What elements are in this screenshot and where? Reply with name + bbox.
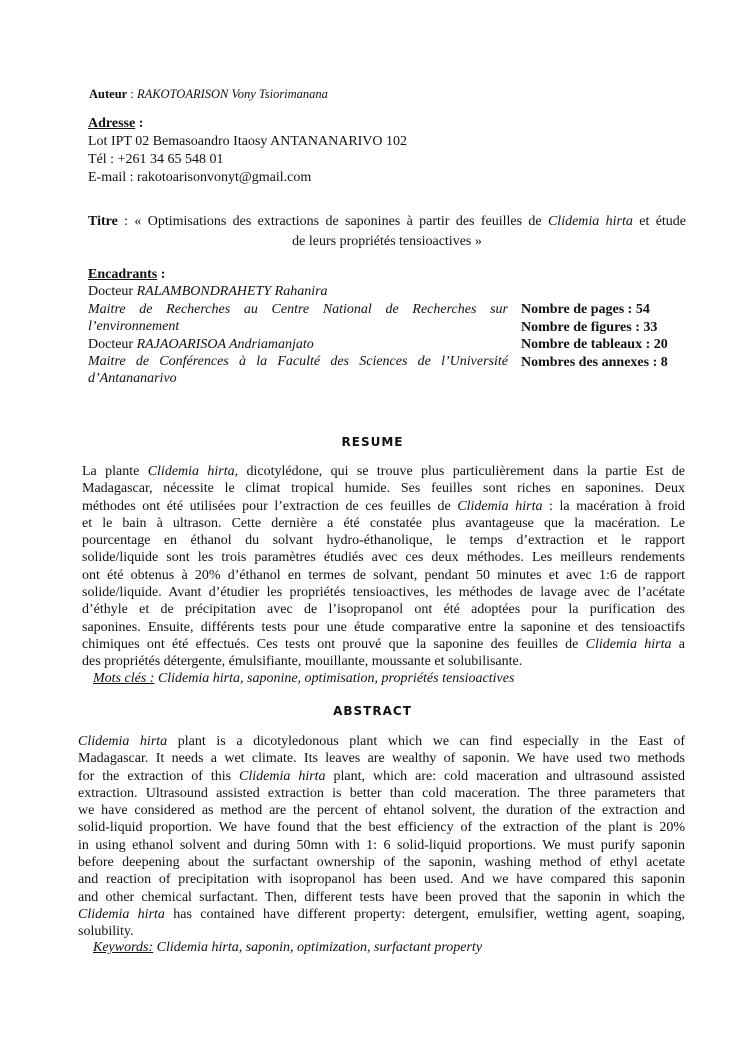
abstract-line bbox=[78, 733, 685, 750]
resume-line: pourcentage en éthanol du solvant hydro-éthanolique, le temps d’extraction et le rapport bbox=[82, 533, 685, 549]
address-email: E-mail : rakotoarisonvonyt@gmail.com bbox=[88, 170, 312, 185]
species-name: Clidemia hirta bbox=[147, 464, 235, 479]
resume-line: Madagascar, nécessite le climat tropical humide. Ses feuilles sont riches en saponines. Deux bbox=[82, 481, 685, 497]
resume-line: solide/liquide sont les trois paramètres étudiés avec ces deux méthodes. Les meilleurs rendements bbox=[82, 550, 685, 566]
species-name: Clidemia hirta bbox=[585, 636, 672, 652]
species-name: Clidemia hirta bbox=[78, 906, 165, 922]
title-part-1: : « Optimisations des extractions de saponines à partir des feuilles de bbox=[117, 214, 548, 229]
abstract-line: solid-liquid proportion. We have found that the best efficiency of the extraction of the plant is 20% bbox=[78, 820, 685, 836]
stat-figures: Nombre de figures : 33 bbox=[521, 319, 658, 335]
abstract-line bbox=[78, 906, 685, 923]
abstract-line: Madagascar. It needs a wet climate. Its leaves are wealthy of saponin. We have used two methods bbox=[78, 751, 685, 767]
resume-line: ont été obtenus à 20% d’éthanol en termes de solvant, pendant 50 minutes et avec 1:6 de rapport bbox=[82, 567, 685, 583]
resume-paragraph bbox=[82, 463, 685, 671]
supervisor-1-name: RALAMBONDRAHETY Rahanira bbox=[136, 284, 328, 300]
stat-tables: Nombre de tableaux : 20 bbox=[521, 337, 668, 353]
supervisors-colon: : bbox=[157, 267, 166, 282]
species-name: Clidemia hirta bbox=[239, 768, 326, 784]
abstract-line: before deepening about the surfactant ownership of the saponin, washing method of ethyl acetate bbox=[78, 855, 685, 871]
abstract-line: in using ethanol solvent and during 50mn with 1: 6 solid-liquid proportions. We must purify saponin bbox=[78, 837, 685, 853]
supervisors-heading bbox=[88, 266, 508, 283]
resume-line: saponines. Ensuite, différents tests pour une étude comparative entre la saponine et des tensioactifs bbox=[82, 619, 685, 635]
supervisors-label: Encadrants bbox=[88, 267, 158, 282]
resume-text: chimiques ont été effectués. Ces tests ont prouvé que la saponine des feuilles de bbox=[82, 636, 586, 652]
supervisor-2-name: RAJAOARISOA Andriamanjato bbox=[136, 336, 314, 352]
species-name: Clidemia hirta bbox=[78, 734, 168, 749]
abstract-text: for the extraction of this bbox=[78, 768, 240, 784]
species-name: Clidemia hirta bbox=[457, 498, 543, 514]
address-street: Lot IPT 02 Bemasoandro Itaosy ANTANANARIVO 102 bbox=[88, 134, 408, 149]
supervisors-block bbox=[88, 266, 508, 388]
resume-line bbox=[82, 636, 685, 653]
title-line-2: de leurs propriétés tensioactives » bbox=[292, 234, 482, 249]
resume-keywords bbox=[93, 671, 514, 687]
stat-annexes: Nombres des annexes : 8 bbox=[521, 354, 668, 370]
resume-text: méthodes ont été utilisées pour l’extraction de ces feuilles de bbox=[82, 498, 458, 514]
resume-line bbox=[82, 463, 685, 480]
address-colon: : bbox=[135, 116, 144, 131]
resume-line: des propriétés détergente, émulsifiante, mouillante, moussante et solubilisante. bbox=[82, 654, 523, 670]
author-line bbox=[89, 87, 328, 102]
address-phone: Tél : +261 34 65 548 01 bbox=[88, 152, 224, 167]
resume-heading: RESUME bbox=[341, 435, 404, 449]
title-species: Clidemia hirta bbox=[547, 214, 633, 229]
resume-text: , dicotylédone, qui se trouve plus particulièrement dans la partie Est de bbox=[234, 464, 686, 479]
supervisor-1 bbox=[88, 283, 508, 300]
document-stats bbox=[521, 301, 668, 371]
supervisor-1-role-line-1: Maitre de Recherches au Centre National de Recherches sur bbox=[88, 301, 508, 317]
supervisor-1-prefix: Docteur bbox=[88, 284, 137, 300]
resume-text: a bbox=[671, 636, 686, 652]
address-heading bbox=[88, 115, 407, 133]
title-part-2: et étude bbox=[632, 214, 687, 229]
abstract-line: and other chemical surfactant. Then, different tests have been proved that the saponin in which the bbox=[78, 889, 685, 905]
keywords-label-en: Keywords: bbox=[93, 940, 154, 955]
author-label: Auteur bbox=[89, 87, 128, 101]
keywords-label-fr: Mots clés : bbox=[93, 671, 155, 686]
keywords-text-fr: Clidemia hirta, saponine, optimisation, propriétés tensioactives bbox=[154, 671, 515, 686]
title-line-1 bbox=[88, 212, 686, 232]
abstract-line: extraction. Ultrasound assisted extraction is better than cold maceration. The three parameters that bbox=[78, 785, 685, 801]
keywords-text-en: Clidemia hirta, saponin, optimization, surfactant property bbox=[153, 940, 483, 955]
abstract-heading: ABSTRACT bbox=[333, 704, 412, 718]
abstract-line: we have considered as method are the percent of ehtanol solvent, the duration of the extraction and bbox=[78, 803, 685, 819]
supervisor-2-role-line-2: d’Antananarivo bbox=[88, 371, 177, 387]
supervisor-1-role-line-2: l’environnement bbox=[88, 319, 180, 335]
resume-text: La plante bbox=[82, 464, 148, 479]
resume-text: : la macération à froid bbox=[542, 498, 686, 514]
title-label: Titre bbox=[88, 214, 118, 229]
stat-pages: Nombre de pages : 54 bbox=[521, 302, 650, 317]
abstract-line: solubility. bbox=[78, 924, 134, 940]
abstract-text: has contained have different property: detergent, emulsifier, wetting agent, soaping, bbox=[164, 906, 685, 922]
resume-line: solide/liquide. Avant d’étudier les propriétés tensioactives, les méthodes de lavage avec de l’acétate bbox=[82, 585, 685, 601]
address-label: Adresse bbox=[88, 116, 136, 131]
abstract-text: plant is a dicotyledonous plant which we can find especially in the East of bbox=[167, 734, 685, 749]
thesis-title bbox=[88, 212, 686, 252]
supervisor-2-prefix: Docteur bbox=[88, 336, 137, 352]
supervisor-2 bbox=[88, 336, 508, 353]
resume-line: d’éthyle et de précipitation avec de l’isopropanol ont été adoptées pour la purification des bbox=[82, 602, 685, 618]
resume-line: et le bain à ultrason. Cette dernière a été constatée plus avantageuse que la macération. Le bbox=[82, 515, 685, 531]
author-separator: : bbox=[127, 87, 137, 101]
abstract-paragraph bbox=[78, 733, 685, 941]
address-block bbox=[88, 115, 407, 187]
author-name: RAKOTOARISON Vony Tsiorimanana bbox=[136, 87, 328, 101]
abstract-line bbox=[78, 768, 685, 785]
abstract-line: and reaction of precipitation with isopropanol has been used. And we have compared this saponin bbox=[78, 872, 685, 888]
abstract-text: plant, which are: cold maceration and ultrasound assisted bbox=[325, 768, 685, 784]
abstract-keywords bbox=[93, 940, 482, 956]
resume-line bbox=[82, 498, 685, 515]
supervisor-2-role-line-1: Maitre de Conférences à la Faculté des Sciences de l’Université bbox=[88, 354, 508, 370]
